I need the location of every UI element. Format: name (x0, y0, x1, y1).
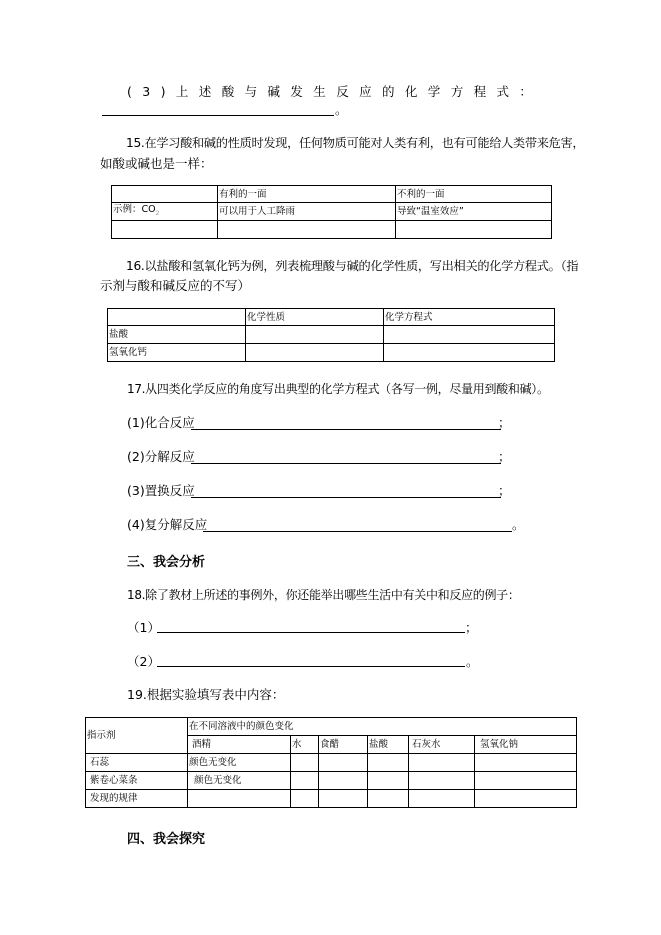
q17-item4-answer-line[interactable] (203, 531, 512, 532)
q17-item2-label: (2)分解反应 (127, 449, 195, 464)
q17-item3-end-mark: ； (498, 483, 511, 498)
q16-row2-equation[interactable] (384, 344, 555, 362)
q15-row1-name (112, 203, 218, 221)
q17-item2-answer-line[interactable] (191, 463, 501, 464)
q15-row2-good[interactable] (218, 221, 396, 239)
q19-solution-header: 盐酸 (368, 736, 409, 754)
q19-row3-cell[interactable] (368, 790, 409, 808)
q19-row3-cell[interactable] (291, 790, 319, 808)
q16-row1-property[interactable] (246, 326, 384, 344)
q19-row2-cell[interactable] (475, 772, 577, 790)
q19-indicator-header: 指示剂 (86, 718, 188, 754)
q17-item3-answer-line[interactable] (191, 497, 501, 498)
q19-row3-name: 发现的规律 (86, 790, 188, 808)
q15-text-line1: 15.在学习酸和碱的性质时发现，任何物质可能对人类有利，也有可能给人类带来危害， (126, 136, 585, 150)
q19-row3-cell[interactable] (475, 790, 577, 808)
q16-row2-property[interactable] (246, 344, 384, 362)
q19-solution-header: 水 (291, 736, 319, 754)
q19-text: 19.根据实验填写表中内容： (127, 687, 285, 702)
q14-part3-label: (3)上述酸与碱发生反应的化学方程式： (127, 84, 543, 99)
q17-item1-answer-line[interactable] (191, 429, 501, 430)
q18-item2-label: （2） (127, 654, 160, 669)
q15-header-bad: 不利的一面 (396, 186, 552, 203)
q16-header-blank (108, 309, 246, 326)
q19-table-group-header-row (86, 718, 577, 736)
q19-row3-cell[interactable] (319, 790, 368, 808)
q18-item1-label: （1） (127, 620, 160, 635)
q17-item4-label: (4)复分解反应 (127, 517, 208, 532)
q14-part3-end-mark: 。 (335, 102, 348, 117)
q19-row1-cell[interactable] (409, 754, 475, 772)
q15-table-header-row (112, 186, 552, 203)
q15-table-row (112, 221, 552, 239)
q19-table-row (86, 754, 577, 772)
q19-row1-cell: 颜色无变化 (188, 754, 291, 772)
q15-row1-bad: 导致“温室效应” (396, 203, 552, 221)
q15-row1-good: 可以用于人工降雨 (218, 203, 396, 221)
q19-row1-cell[interactable] (475, 754, 577, 772)
q17-item1-end-mark: ； (498, 415, 511, 430)
q19-row2-cell[interactable] (409, 772, 475, 790)
q16-text-line1: 16.以盐酸和氢氧化钙为例，列表梳理酸与碱的化学性质，写出相关的化学方程式。（指 (126, 259, 579, 273)
q19-row1-name: 石蕊 (86, 754, 188, 772)
q16-row1-name: 盐酸 (108, 326, 246, 344)
q15-row2-name[interactable] (112, 221, 218, 239)
q16-table-row (108, 344, 555, 362)
q17-text: 17.从四类化学反应的角度写出典型的化学方程式（各写一例，尽量用到酸和碱）。 (127, 382, 549, 396)
section3-title: 三、我会分析 (127, 555, 206, 570)
q15-row1-name-text: 示例：CO (113, 204, 156, 216)
q18-item2-end-mark: 。 (466, 654, 479, 669)
q19-row1-cell[interactable] (319, 754, 368, 772)
q16-text-line2: 示剂与酸和碱反应的不写） (100, 278, 251, 293)
q19-row2-cell[interactable] (319, 772, 368, 790)
q16-table-row (108, 326, 555, 344)
q19-row1-cell[interactable] (291, 754, 319, 772)
q16-table (107, 308, 555, 362)
q18-text: 18.除了教材上所述的事例外，你还能举出哪些生活中有关中和反应的例子： (127, 588, 520, 602)
q19-solution-header: 氢氧化钠 (475, 736, 577, 754)
q16-row2-name: 氢氧化钙 (108, 344, 246, 362)
q16-header-property: 化学性质 (246, 309, 384, 326)
q15-header-good: 有利的一面 (218, 186, 396, 203)
q17-item4-end-mark: 。 (512, 517, 525, 532)
q18-item2-answer-line[interactable] (157, 666, 465, 667)
q19-group-header: 在不同溶液中的颜色变化 (188, 718, 577, 736)
q19-row2-cell[interactable] (291, 772, 319, 790)
section4-title: 四、我会探究 (127, 832, 206, 847)
q17-item2-end-mark: ； (498, 449, 511, 464)
q16-row1-equation[interactable] (384, 326, 555, 344)
q19-row3-cell[interactable] (409, 790, 475, 808)
q15-table (111, 185, 552, 239)
q19-table (85, 717, 577, 808)
q19-solution-header: 酒精 (188, 736, 291, 754)
q15-table-row (112, 203, 552, 221)
q19-row3-cell[interactable] (188, 790, 291, 808)
q17-item1-label: (1)化合反应 (127, 415, 195, 430)
q19-row2-cell[interactable] (368, 772, 409, 790)
q15-row2-bad[interactable] (396, 221, 552, 239)
q19-table-row (86, 772, 577, 790)
q19-row2-cell: 颜色无变化 (188, 772, 291, 790)
q19-solution-header: 食醋 (319, 736, 368, 754)
q15-text-line2: 如酸或碱也是一样： (100, 156, 213, 171)
q17-item3-label: (3)置换反应 (127, 483, 195, 498)
q19-table-row (86, 790, 577, 808)
q16-header-equation: 化学方程式 (384, 309, 555, 326)
q15-header-blank (112, 186, 218, 203)
q15-row1-subscript: 2 (155, 209, 160, 217)
q14-part3-answer-line[interactable] (102, 115, 334, 116)
q19-solution-header: 石灰水 (409, 736, 475, 754)
q16-table-header-row (108, 309, 555, 326)
q18-item1-end-mark: ； (465, 620, 478, 635)
q18-item1-answer-line[interactable] (157, 632, 465, 633)
q19-row2-name: 紫卷心菜条 (86, 772, 188, 790)
q19-row1-cell[interactable] (368, 754, 409, 772)
